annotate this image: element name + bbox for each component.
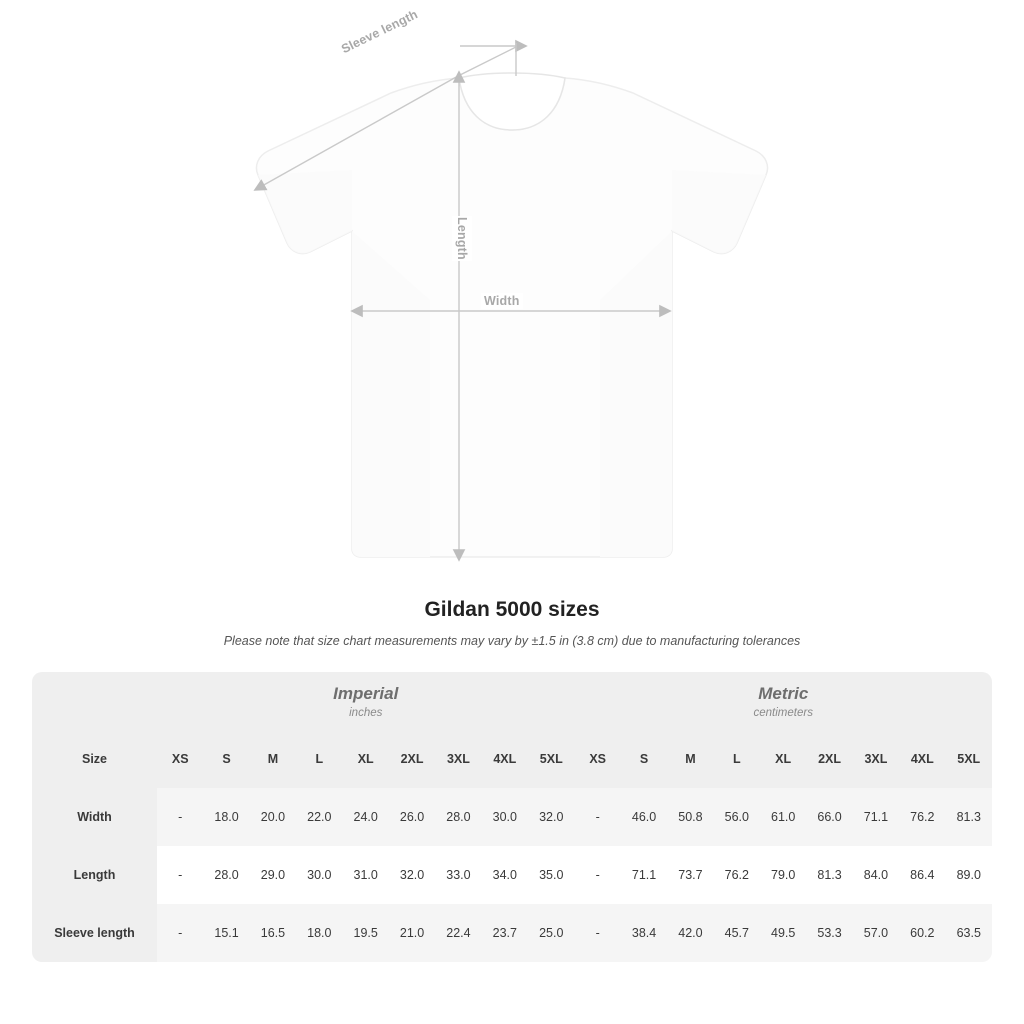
cell-sleeve-metric-5xl: 63.5 [945, 904, 992, 962]
cell-length-metric-xl: 79.0 [760, 846, 806, 904]
cell-length-metric-2xl: 81.3 [806, 846, 852, 904]
cell-length-imperial-xl: 31.0 [343, 846, 389, 904]
cell-width-metric-5xl: 81.3 [945, 788, 992, 846]
size-col-metric-5xl: 5XL [945, 730, 992, 788]
row-label-sleeve-length: Sleeve length [32, 904, 157, 962]
size-col-imperial-4xl: 4XL [482, 730, 528, 788]
cell-width-imperial-s: 18.0 [203, 788, 249, 846]
cell-width-metric-3xl: 71.1 [853, 788, 899, 846]
size-col-imperial-2xl: 2XL [389, 730, 435, 788]
size-col-metric-xs: XS [574, 730, 620, 788]
cell-length-metric-s: 71.1 [621, 846, 667, 904]
cell-sleeve-imperial-xl: 19.5 [343, 904, 389, 962]
table-row [32, 904, 992, 962]
cell-width-metric-l: 56.0 [714, 788, 760, 846]
size-col-metric-3xl: 3XL [853, 730, 899, 788]
cell-sleeve-imperial-4xl: 23.7 [482, 904, 528, 962]
cell-sleeve-imperial-m: 16.5 [250, 904, 296, 962]
size-col-imperial-5xl: 5XL [528, 730, 574, 788]
cell-sleeve-imperial-l: 18.0 [296, 904, 342, 962]
imperial-group-header [157, 672, 574, 730]
size-header-row [32, 730, 992, 788]
table-row [32, 788, 992, 846]
size-col-imperial-m: M [250, 730, 296, 788]
cell-length-metric-4xl: 86.4 [899, 846, 945, 904]
cell-width-metric-4xl: 76.2 [899, 788, 945, 846]
size-col-imperial-xl: XL [343, 730, 389, 788]
cell-sleeve-imperial-xs: - [157, 904, 203, 962]
cell-length-imperial-2xl: 32.0 [389, 846, 435, 904]
size-col-imperial-l: L [296, 730, 342, 788]
metric-title: Metric [758, 683, 809, 703]
size-col-imperial-3xl: 3XL [435, 730, 481, 788]
cell-length-imperial-m: 29.0 [250, 846, 296, 904]
cell-length-imperial-xs: - [157, 846, 203, 904]
cell-length-metric-l: 76.2 [714, 846, 760, 904]
size-col-metric-l: L [714, 730, 760, 788]
row-label-width: Width [32, 788, 157, 846]
cell-width-imperial-xl: 24.0 [343, 788, 389, 846]
cell-width-metric-s: 46.0 [621, 788, 667, 846]
cell-length-metric-m: 73.7 [667, 846, 713, 904]
cell-width-metric-2xl: 66.0 [806, 788, 852, 846]
size-col-metric-4xl: 4XL [899, 730, 945, 788]
size-chart-table [32, 672, 992, 962]
size-col-metric-xl: XL [760, 730, 806, 788]
table-row [32, 846, 992, 904]
cell-width-imperial-2xl: 26.0 [389, 788, 435, 846]
cell-sleeve-metric-s: 38.4 [621, 904, 667, 962]
cell-sleeve-imperial-5xl: 25.0 [528, 904, 574, 962]
cell-length-imperial-l: 30.0 [296, 846, 342, 904]
size-col-metric-s: S [621, 730, 667, 788]
cell-sleeve-imperial-2xl: 21.0 [389, 904, 435, 962]
cell-sleeve-imperial-3xl: 22.4 [435, 904, 481, 962]
cell-width-imperial-l: 22.0 [296, 788, 342, 846]
cell-width-imperial-5xl: 32.0 [528, 788, 574, 846]
size-col-imperial-s: S [203, 730, 249, 788]
cell-length-metric-3xl: 84.0 [853, 846, 899, 904]
page-title: Gildan 5000 sizes [424, 598, 600, 621]
cell-sleeve-metric-4xl: 60.2 [899, 904, 945, 962]
cell-sleeve-metric-xl: 49.5 [760, 904, 806, 962]
cell-length-imperial-3xl: 33.0 [435, 846, 481, 904]
metric-group-header [574, 672, 992, 730]
size-col-imperial-xs: XS [157, 730, 203, 788]
size-chart-table-wrapper [32, 672, 992, 962]
cell-width-metric-xs: - [574, 788, 620, 846]
tolerance-note: Please note that size chart measurements may vary by ±1.5 in (3.8 cm) due to manufacturing tolerances [223, 634, 801, 648]
cell-length-imperial-s: 28.0 [203, 846, 249, 904]
cell-sleeve-metric-xs: - [574, 904, 620, 962]
cell-width-imperial-xs: - [157, 788, 203, 846]
sleeve-length-dimension-label: Sleeve length [336, 5, 423, 58]
unit-group-header-row [32, 672, 992, 730]
imperial-unit: inches [349, 707, 383, 720]
cell-sleeve-metric-3xl: 57.0 [853, 904, 899, 962]
cell-width-imperial-4xl: 30.0 [482, 788, 528, 846]
cell-sleeve-imperial-s: 15.1 [203, 904, 249, 962]
cell-length-imperial-4xl: 34.0 [482, 846, 528, 904]
cell-width-metric-m: 50.8 [667, 788, 713, 846]
row-label-length: Length [32, 846, 157, 904]
cell-sleeve-metric-2xl: 53.3 [806, 904, 852, 962]
cell-width-imperial-3xl: 28.0 [435, 788, 481, 846]
cell-length-metric-5xl: 89.0 [945, 846, 992, 904]
size-col-metric-m: M [667, 730, 713, 788]
cell-width-imperial-m: 20.0 [250, 788, 296, 846]
metric-unit: centimeters [753, 707, 813, 720]
cell-width-metric-xl: 61.0 [760, 788, 806, 846]
imperial-title: Imperial [333, 683, 399, 703]
size-col-metric-2xl: 2XL [806, 730, 852, 788]
cell-length-metric-xs: - [574, 846, 620, 904]
cell-sleeve-metric-l: 45.7 [714, 904, 760, 962]
length-dimension-label: Length [452, 216, 472, 261]
width-dimension-label: Width [481, 293, 523, 309]
size-header-cell: Size [32, 730, 157, 788]
table-corner-cell [32, 672, 157, 730]
cell-sleeve-metric-m: 42.0 [667, 904, 713, 962]
cell-length-imperial-5xl: 35.0 [528, 846, 574, 904]
